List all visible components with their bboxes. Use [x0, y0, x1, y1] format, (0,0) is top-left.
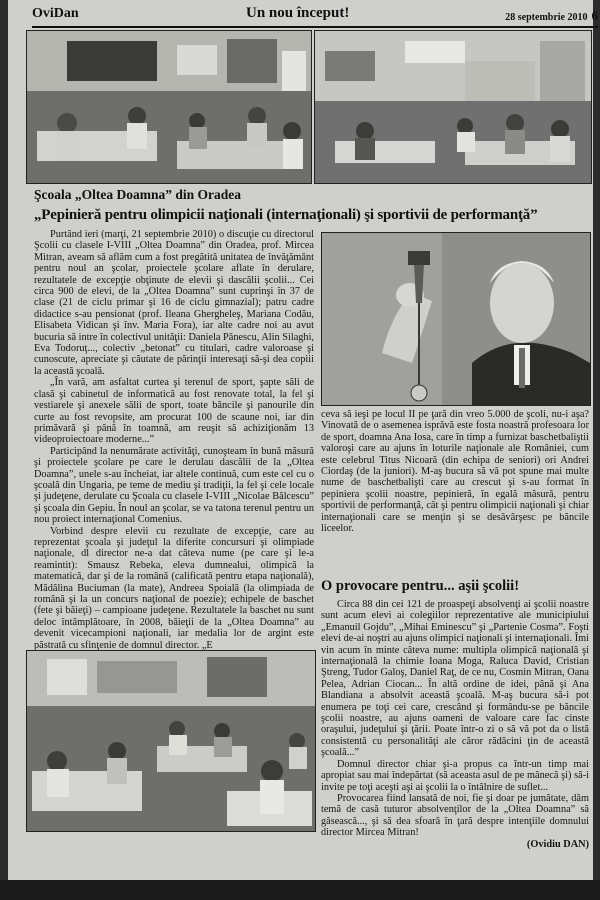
paragraph: Participând la nenumărate activităţi, cunoşteam în bună măsură şi proiectele şcolare pe care le derulau dascălii de la „Oltea Doamna”, unele s-au încheiat, iar altele continuă, cum este cel cu o şcoală din Ungaria, pe teme de mediu şi tradiţii, la fel şi cele locale şi judeţene, derulate cu Şcoala cu clasele I-VIII „Nicolae Bălcescu” şi şcoala din Gepiu. În noul an şcolar, se va tatona terenul pentru un nou proiect internaţional Comenius.	[34, 445, 314, 526]
page-number: 6	[591, 8, 598, 23]
paragraph: Domnul director chiar şi-a propus ca într-un timp mai apropiat sau mai îndepărtat (să aceasta asul de pe mânecă şi) să-i invite pe toţi aceşti aşi ai şcolii la o întâlnire de suflet...	[321, 758, 589, 793]
masthead	[32, 6, 598, 28]
classroom-photo-right	[314, 30, 592, 184]
newspaper-page	[8, 0, 598, 880]
right-text-column-top	[321, 409, 589, 577]
left-text-column	[34, 229, 314, 651]
paragraph: „În vară, am asfaltat curtea şi terenul de sport, şapte săli de clasă şi cabinetul de informatică au fost renovate total, la fel şi vestiarele şi anexele sălii de sport, toate băncile şi panourile din curte au fost revopsite, am procurat 100 de scaune noi, iar din primăvară şi până în toamnă, am reuşit să achiziţionăm 13 videoproiectoare moderne...”	[34, 377, 314, 446]
classroom-photo-bottom	[26, 650, 316, 832]
publication-name: OviDan	[32, 6, 79, 21]
director-portrait-photo	[321, 232, 591, 406]
issue-date: 28 septembrie 2010	[505, 12, 588, 23]
paragraph: Purtând ieri (marţi, 21 septembrie 2010) o discuţie cu directorul Şcolii cu clasele I-VIII „Oltea Doamna” din Oradea, prof. Mircea Mitran, aveam să aflăm cum a fost pregătită unitatea de învăţământ pentru noul an şcolar, proiectele şcolare aflate în derulare, rezultatele de excepţie obţinute de elevii şi dascălii şcolii... Cei circa 900 de elevi, de la „Oltea Doamna” sunt cuprinşi în 37 de clase (21 de ciclu primar şi 16 de ciclu gimnazial); patru cadre didactice s-au pensionat (prof. Ileana Ghergheleş, Mariana Codău, Elisabeta Vidican şi înv. Maria Fora), iar alte cadre noi au avut bucuria să intre în colectivul unităţii: Daniela Pănescu, Alin Silaghi, Eva Todoruţ..., colectiv „betonat” cu titulari, cadre valoroase şi cunoscute, apreciate şi căutate de părinţii interesaţi să-şi dea copiii la această şcoală.	[34, 229, 314, 377]
byline: (Ovidiu DAN)	[526, 838, 589, 850]
classroom-photo-left	[26, 30, 312, 184]
page-bottom-shadow	[0, 880, 600, 900]
paragraph: Provocarea fiind lansată de noi, fie şi doar pe jumătate, dăm temă de casă tuturor absolvenţilor de la „Oltea Doamna” să găsească..., şi să dea sfoară în ţară despre intenţiile domnului director Mircea Mitran!	[321, 792, 589, 839]
paragraph: Vorbind despre elevii cu rezultate de excepţie, care au reprezentat şcoala şi judeţul la diferite concursuri şi olimpiade naţionale, dl director ne-a dat câteva nume (pe care şi le-a reamintit): Smausz Rebeka, eleva dumnealui, olimpică la matematică, dar şi de la română (calificată pentru etapa naţională), Mădălina Buciuman (la mate), Andreea Spoială (la olimpiada de română şi la un concurs naţional de poezie); echipele de baschet (fete şi băieţi) – campioane judeţene. Rezultatele la baschet nu sunt deloc întâmplătoare, în 2008, băieţii de la „Oltea Doamna” au devenit vicecampioni naţionali, iar medalia lor de argint este păstrată cu sfinţenie de domnul director. „E	[34, 525, 314, 651]
section-title: Un nou început!	[246, 5, 350, 21]
right-text-column-bottom	[321, 599, 589, 850]
article-kicker: Şcoala „Oltea Doamna” din Oradea	[34, 187, 242, 202]
paragraph: ceva să ieşi pe locul II pe ţară din vreo 5.000 de şcoli, nu-i aşa? Vinovată de o asemenea isprăvă este fosta noastră profesoara lor de sport, doamna Ana Iosa, care în timp a furnizat baschetbaliştii valoroşi care au ajuns în loturile naţionale ale României, cum este celebrul Titus Nicoară (din echipa de seniori) ori Andrei Ciordaş (de la juniori). M-aş bucura să vă pot spune mai multe nume de baschetbalişti care au crescut şi s-au format în pepiniera şcolii noastre, pepinieră, în egală măsură, pentru sportivii de performanţă, cât şi pentru olimpicii naţionali şi chiar internaţionali care se menţin şi se desăvârşesc pe băncile liceelor.	[321, 409, 589, 535]
paragraph: Circa 88 din cei 121 de proaspeţi absolvenţi ai şcolii noastre sunt acum elevi ai colegiilor reprezentative ale municipiului „Emanuil Gojdu”, „Mihai Eminescu” şi „Partenie Cosma”. Foşti elevi de-ai noştri au ajuns olimpici naţionali şi internaţionali. Îmi vin acum în minte câteva nume: multipla olimpică naţională şi internaţională la chimie Ioana Moga, Raluca David, Cristian Ştreng, Tudor Galoş, Daniel Raţ, de ce nu, Cosmin Mitran, Oana Pelea, Adrian Ciocan... În altă ordine de idei, până şi Ana Blandiana a absolvit această şcoală. M-aş bucura să-i pot enumera pe toţi cei care, crescând şi formându-se pe băncile şcolii noastre, au ajuns oameni de valoare care fac cinste oraşului, judeţului şi ţării. Poate într-o zi o să vă pot da o listă consistentă cu personalităţi ale căror rădăcini ţin de această şcoală...”	[321, 599, 589, 759]
issue-date-and-page	[505, 8, 598, 24]
article-subheading: O provocare pentru... aşii şcolii!	[321, 578, 520, 594]
article-headline: „Pepinieră pentru olimpicii naţionali (internaţionali) şi sportivii de performanţă”	[34, 207, 538, 223]
